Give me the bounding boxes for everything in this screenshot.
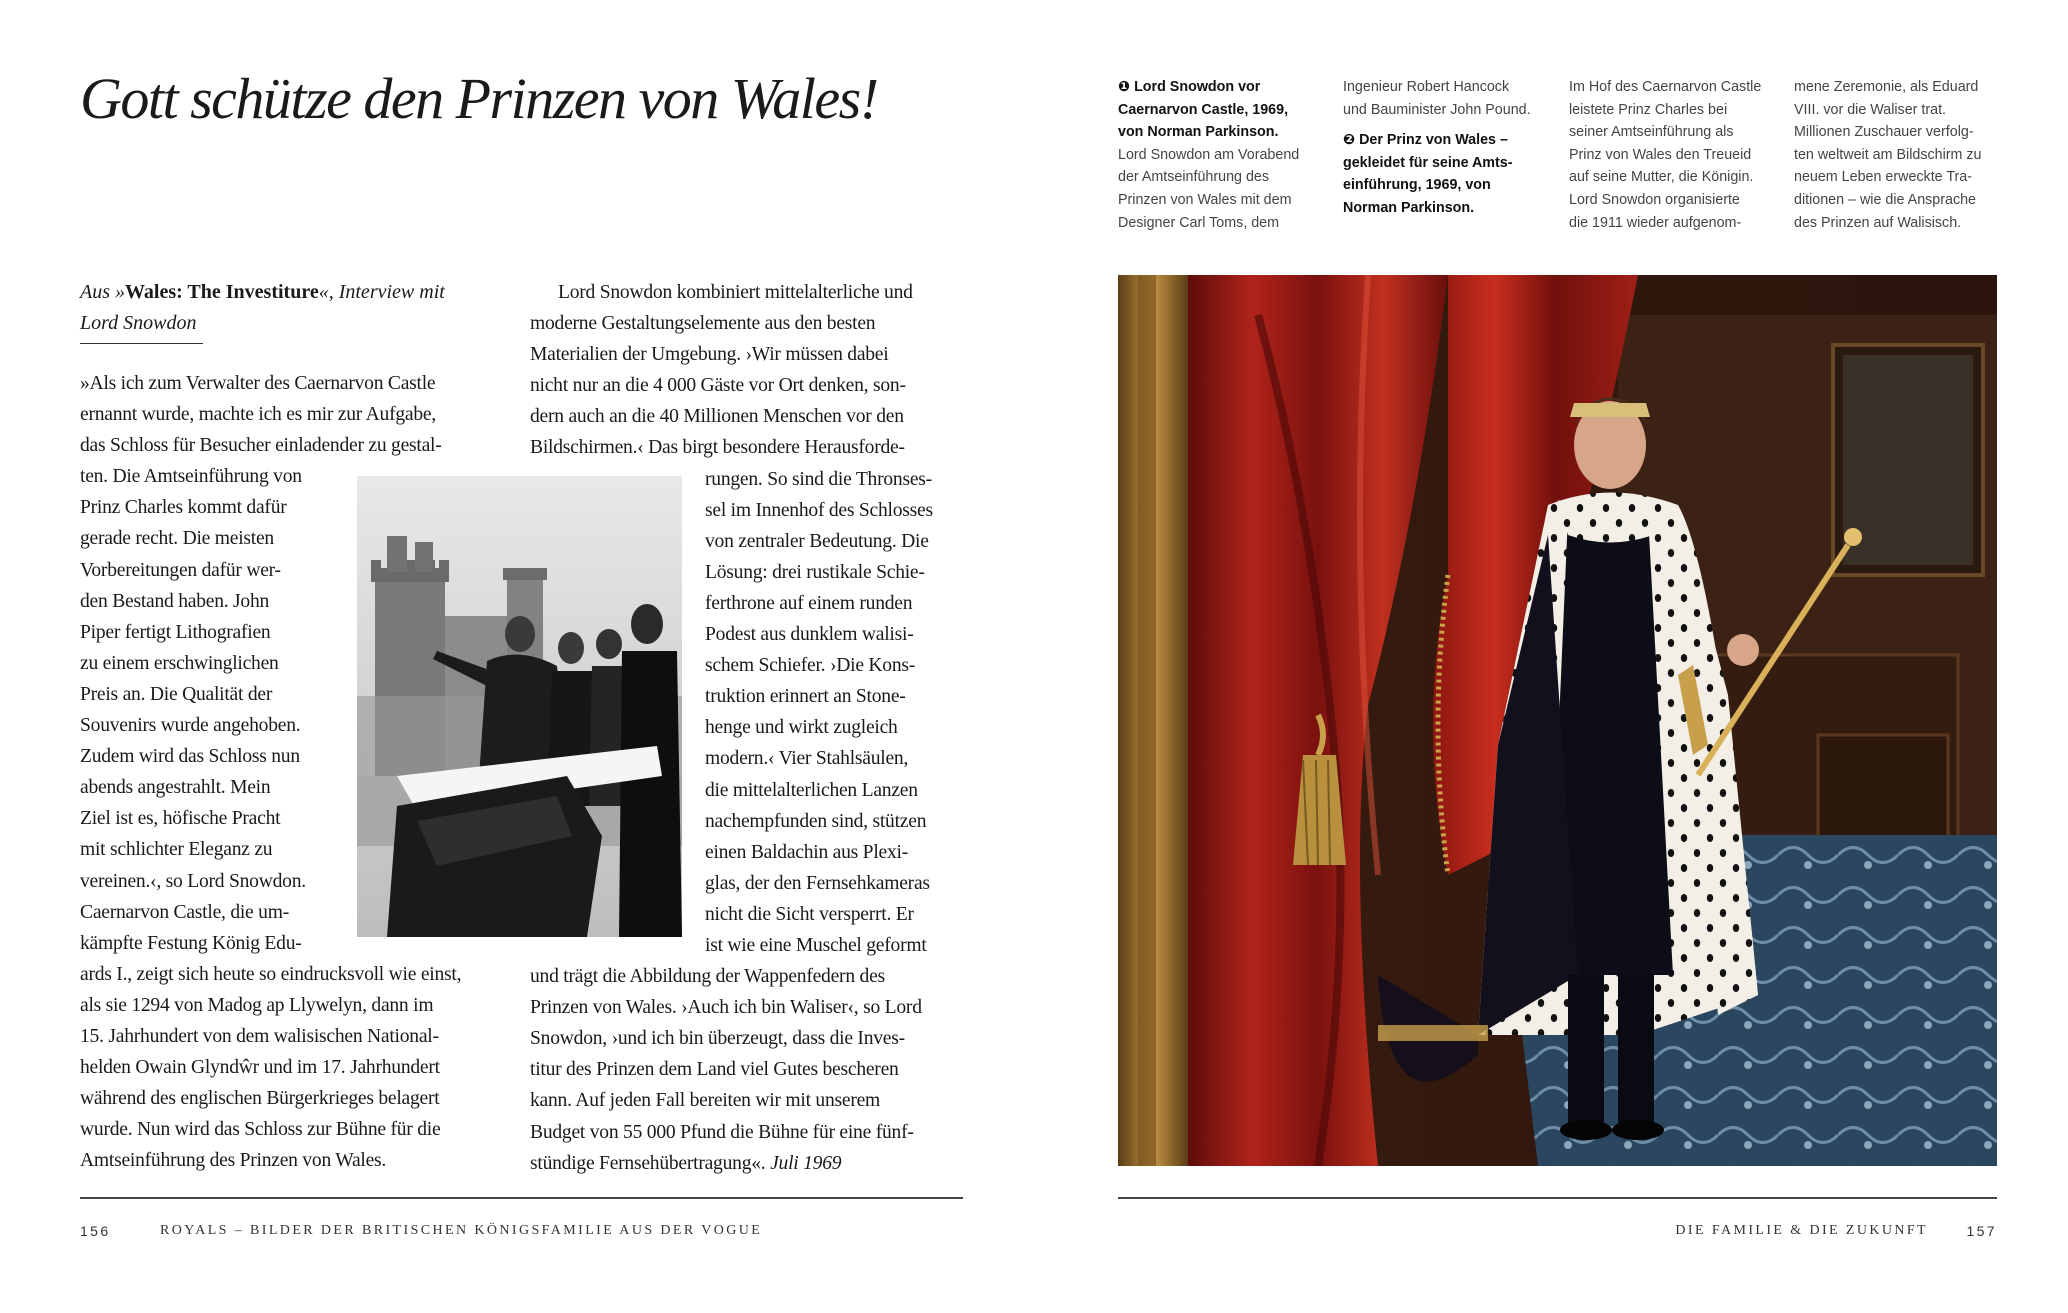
caption-line: Ingenieur Robert Hancock bbox=[1343, 79, 1510, 95]
caption-column-2 bbox=[1343, 76, 1531, 220]
caption-bold-line: von Norman Parkinson. bbox=[1118, 124, 1279, 141]
caption-line: VIII. vor die Waliser trat. bbox=[1794, 101, 1947, 118]
text-line: »Als ich zum Verwalter des Caernarvon Castle bbox=[80, 373, 436, 394]
text-line: einen Baldachin aus Plexi- bbox=[705, 841, 908, 863]
right-running-head: DIE FAMILIE & DIE ZUKUNFT bbox=[1675, 1223, 1928, 1238]
caption-bold-line: Norman Parkinson. bbox=[1343, 199, 1475, 216]
caption-line: auf seine Mutter, die Königin. bbox=[1569, 169, 1754, 186]
source-prefix: Aus » bbox=[80, 281, 125, 303]
caption-bold-line: ❷ Der Prinz von Wales – bbox=[1343, 132, 1508, 149]
caption-line: Prinzen von Wales mit dem bbox=[1118, 191, 1292, 208]
caption-line: Prinz von Wales den Treueid bbox=[1569, 146, 1752, 163]
text-line: glas, der den Fernsehkameras bbox=[705, 872, 930, 894]
caption-line: ten weltweit am Bildschirm zu bbox=[1794, 146, 1982, 163]
caption-line: seiner Amtseinführung als bbox=[1569, 124, 1734, 141]
text-line: Caernarvon Castle, die um- bbox=[80, 901, 289, 923]
text-line: rungen. So sind die Thronses- bbox=[705, 468, 932, 490]
text-line: das Schloss für Besucher einladender zu gestal- bbox=[80, 435, 442, 457]
caption-line: und Bauminister John Pound. bbox=[1343, 101, 1531, 118]
text-line: wurde. Nun wird das Schloss zur Bühne für die bbox=[80, 1119, 441, 1141]
text-line: Bildschirmen.‹ Das birgt besondere Herausforde- bbox=[530, 437, 905, 459]
text-line: zu einem erschwinglichen bbox=[80, 652, 279, 674]
text-line: ten. Die Amtseinführung von bbox=[80, 466, 302, 488]
source-underline bbox=[80, 343, 203, 344]
text-line: Piper fertigt Lithografien bbox=[80, 621, 271, 643]
text-line: ernannt wurde, machte ich es mir zur Aufgabe, bbox=[80, 404, 436, 426]
article-date: Juli 1969 bbox=[770, 1152, 842, 1174]
text-line: kann. Auf jeden Fall bereiten wir mit unserem bbox=[530, 1090, 881, 1112]
text-line: titur des Prinzen dem Land viel Gutes bescheren bbox=[530, 1059, 899, 1081]
right-page-number: 157 bbox=[1966, 1223, 1997, 1239]
source-suffix: «, Interview mit bbox=[318, 281, 445, 303]
text-line: sel im Innenhof des Schlosses bbox=[705, 499, 933, 521]
caption-line: die 1911 wieder aufgenom- bbox=[1569, 214, 1742, 231]
caption-line: Millionen Zuschauer verfolg- bbox=[1794, 124, 1974, 141]
text-line: Materialien der Umgebung. ›Wir müssen dabei bbox=[530, 344, 889, 366]
caption-line: neuem Leben erweckte Tra- bbox=[1794, 169, 1973, 186]
text-line: vereinen.‹, so Lord Snowdon. bbox=[80, 870, 306, 892]
text-line: Souvenirs wurde angehoben. bbox=[80, 715, 301, 737]
text-line: 15. Jahrhundert von dem walisischen National- bbox=[80, 1025, 439, 1047]
caption-line: ditionen – wie die Ansprache bbox=[1794, 191, 1977, 208]
text-line: kämpfte Festung König Edu- bbox=[80, 932, 302, 954]
page-headline: Gott schütze den Prinzen von Wales! bbox=[80, 66, 878, 131]
text-line: als sie 1294 von Madog ap Llywelyn, dann im bbox=[80, 994, 434, 1016]
text-line: schem Schiefer. ›Die Kons- bbox=[705, 655, 916, 677]
caption-line: Designer Carl Toms, dem bbox=[1118, 214, 1280, 231]
text-line: mit schlichter Eleganz zu bbox=[80, 839, 273, 861]
text-line: ist wie eine Muschel geformt bbox=[705, 934, 927, 956]
text-line: abends angestrahlt. Mein bbox=[80, 777, 271, 799]
text-line bbox=[530, 1148, 933, 1179]
caption-column-4 bbox=[1794, 76, 1982, 234]
text-line: Budget von 55 000 Pfund die Bühne für eine fünf- bbox=[530, 1121, 914, 1143]
caption-line: des Prinzen auf Walisisch. bbox=[1794, 214, 1962, 231]
text-line: nicht die Sicht versperrt. Er bbox=[705, 903, 914, 925]
text-line: truktion erinnert an Stone- bbox=[705, 686, 906, 708]
article-source bbox=[80, 277, 510, 339]
text-line: nicht nur an die 4 000 Gäste vor Ort denken, son- bbox=[530, 375, 906, 397]
photo-snowdon-castle bbox=[357, 476, 682, 937]
text-line: helden Owain Glyndŵr und im 17. Jahrhundert bbox=[80, 1057, 440, 1079]
text-line: die mittelalterlichen Lanzen bbox=[705, 779, 918, 801]
text-line: Lösung: drei rustikale Schie- bbox=[705, 561, 925, 583]
caption-line: Lord Snowdon organisierte bbox=[1569, 191, 1740, 208]
left-page-footer-rule bbox=[80, 1197, 963, 1199]
text-line: Lord Snowdon kombiniert mittelalterliche und bbox=[558, 282, 913, 303]
text-line: und trägt die Abbildung der Wappenfedern des bbox=[530, 966, 885, 988]
text-line: den Bestand haben. John bbox=[80, 590, 270, 612]
caption-bold-line: ❶ Lord Snowdon vor bbox=[1118, 79, 1261, 95]
caption-column-3 bbox=[1569, 76, 1761, 234]
text-line: Snowdon, ›und ich bin überzeugt, dass die Inves- bbox=[530, 1028, 905, 1050]
text-line-end: stündige Fernsehübertragung«. bbox=[530, 1152, 766, 1174]
text-line: nachempfunden sind, stützen bbox=[705, 810, 927, 832]
source-author: Lord Snowdon bbox=[80, 312, 197, 334]
caption-line: Im Hof des Caernarvon Castle bbox=[1569, 79, 1762, 95]
text-line: Amtseinführung des Prinzen von Wales. bbox=[80, 1150, 387, 1172]
text-line: Podest aus dunklem walisi- bbox=[705, 624, 914, 646]
caption-line: leistete Prinz Charles bei bbox=[1569, 101, 1728, 118]
caption-bold-line: gekleidet für seine Amts- bbox=[1343, 154, 1513, 171]
text-line: von zentraler Bedeutung. Die bbox=[705, 530, 929, 552]
caption-line: der Amtseinführung des bbox=[1118, 169, 1270, 186]
left-page-number: 156 bbox=[80, 1223, 111, 1239]
left-running-head: ROYALS – BILDER DER BRITISCHEN KÖNIGSFAMILIE AUS DER VOGUE bbox=[160, 1223, 763, 1238]
text-line: Preis an. Die Qualität der bbox=[80, 683, 273, 705]
caption-line: Lord Snowdon am Vorabend bbox=[1118, 146, 1300, 163]
right-page-footer-rule bbox=[1118, 1197, 1997, 1199]
text-line: ferthrone auf einem runden bbox=[705, 592, 913, 614]
text-line: während des englischen Bürgerkrieges belagert bbox=[80, 1088, 440, 1110]
text-line: henge und wirkt zugleich bbox=[705, 717, 898, 739]
text-line: Zudem wird das Schloss nun bbox=[80, 746, 300, 768]
caption-line: mene Zeremonie, als Eduard bbox=[1794, 79, 1979, 95]
caption-bold-line: einführung, 1969, von bbox=[1343, 177, 1491, 194]
text-line: Prinzen von Wales. ›Auch ich bin Waliser‹, so Lord bbox=[530, 997, 922, 1019]
text-line: modern.‹ Vier Stahlsäulen, bbox=[705, 748, 909, 770]
photo-prince-of-wales bbox=[1118, 275, 1997, 1166]
text-line: Prinz Charles kommt dafür bbox=[80, 497, 287, 519]
text-line: Ziel ist es, höfische Pracht bbox=[80, 808, 281, 830]
text-line: ards I., zeigt sich heute so eindrucksvoll wie einst, bbox=[80, 963, 462, 985]
caption-column-1 bbox=[1118, 76, 1299, 234]
text-line: dern auch an die 40 Millionen Menschen vor den bbox=[530, 406, 904, 428]
source-title: Wales: The Investiture bbox=[125, 281, 319, 303]
caption-bold-line: Caernarvon Castle, 1969, bbox=[1118, 101, 1289, 118]
text-line: Vorbereitungen dafür wer- bbox=[80, 559, 281, 581]
text-line: moderne Gestaltungselemente aus den besten bbox=[530, 313, 876, 335]
text-line: gerade recht. Die meisten bbox=[80, 528, 274, 550]
